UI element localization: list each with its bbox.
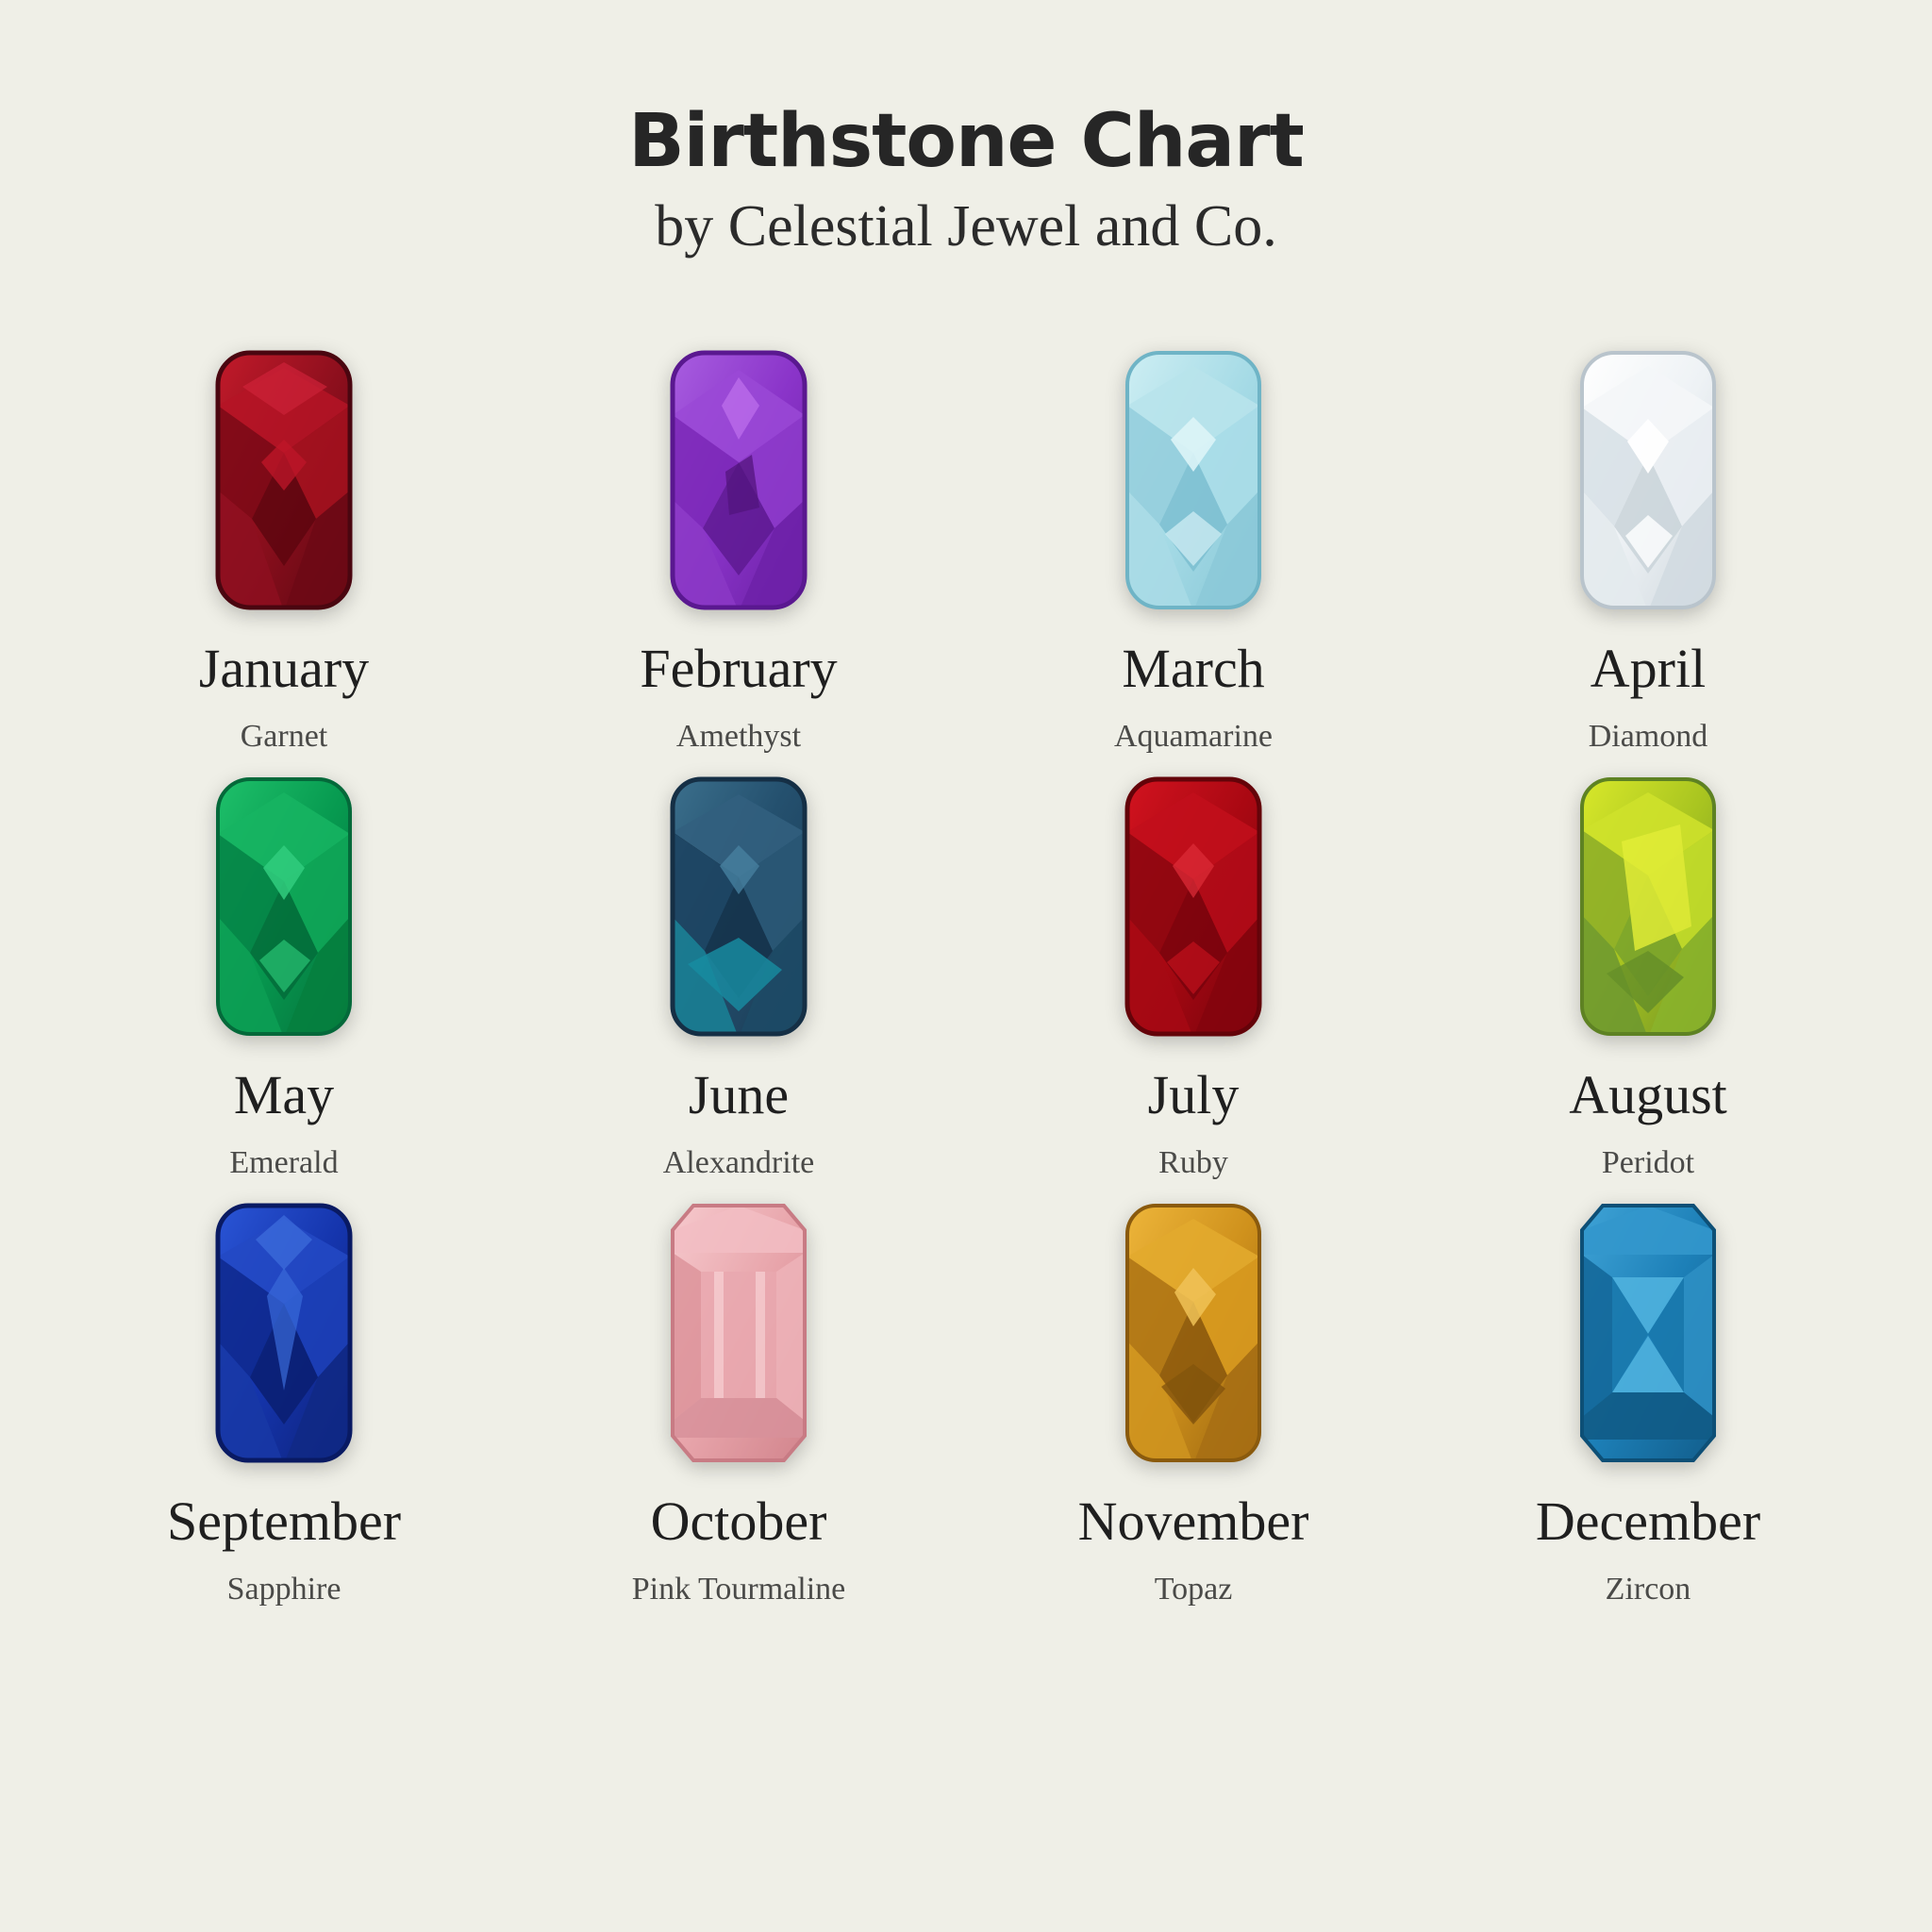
gem-image-wrap: [204, 1196, 364, 1470]
gem-image-wrap: [1113, 343, 1274, 617]
month-label: July: [1147, 1064, 1240, 1126]
gem-peridot-icon: [1578, 775, 1718, 1038]
month-label: May: [233, 1064, 335, 1126]
gem-sapphire-icon: [214, 1202, 354, 1464]
birthstone-cell-may: [57, 753, 511, 1179]
birthstone-cell-april: [1421, 326, 1875, 753]
birthstone-cell-june: [511, 753, 966, 1179]
month-label: August: [1569, 1064, 1727, 1126]
stone-label: Garnet: [240, 719, 328, 755]
gem-emerald-icon: [214, 775, 354, 1038]
birthstone-cell-december: [1421, 1179, 1875, 1606]
birthstone-cell-january: [57, 326, 511, 753]
month-label: April: [1590, 638, 1707, 700]
gem-image-wrap: [1568, 770, 1728, 1043]
month-label: September: [166, 1491, 402, 1553]
stone-label: Zircon: [1605, 1572, 1691, 1607]
gem-image-wrap: [1568, 343, 1728, 617]
stone-label: Diamond: [1588, 719, 1708, 755]
birthstone-cell-september: [57, 1179, 511, 1606]
gem-diamond-icon: [1578, 349, 1718, 611]
stone-label: Aquamarine: [1113, 719, 1274, 755]
gem-image-wrap: [658, 1196, 819, 1470]
birthstone-cell-november: [966, 1179, 1421, 1606]
gem-topaz-icon: [1124, 1202, 1263, 1464]
gem-pink-tourmaline-icon: [669, 1202, 808, 1464]
page-title: Birthstone Chart: [628, 99, 1304, 184]
month-label: October: [650, 1491, 827, 1553]
gem-alexandrite-icon: [669, 775, 808, 1038]
month-label: December: [1535, 1491, 1761, 1553]
stone-label: Emerald: [229, 1145, 339, 1181]
page-subtitle: by Celestial Jewel and Co.: [655, 193, 1277, 258]
gem-image-wrap: [1113, 1196, 1274, 1470]
gem-image-wrap: [1113, 770, 1274, 1043]
gem-amethyst-icon: [669, 349, 808, 611]
birthstone-grid: [57, 326, 1875, 1606]
birthstone-cell-february: [511, 326, 966, 753]
birthstone-cell-march: [966, 326, 1421, 753]
month-label: November: [1077, 1491, 1309, 1553]
gem-ruby-icon: [1124, 775, 1263, 1038]
gem-garnet-icon: [214, 349, 354, 611]
birthstone-cell-july: [966, 753, 1421, 1179]
month-label: January: [198, 638, 370, 700]
chart-header: [57, 0, 1875, 258]
stone-label: Alexandrite: [662, 1145, 815, 1181]
stone-label: Amethyst: [675, 719, 802, 755]
stone-label: Ruby: [1158, 1145, 1228, 1181]
birthstone-cell-october: [511, 1179, 966, 1606]
gem-zircon-icon: [1578, 1202, 1718, 1464]
month-label: June: [688, 1064, 790, 1126]
month-label: February: [640, 638, 838, 700]
gem-image-wrap: [658, 770, 819, 1043]
stone-label: Peridot: [1601, 1145, 1695, 1181]
gem-image-wrap: [1568, 1196, 1728, 1470]
stone-label: Pink Tourmaline: [631, 1572, 846, 1607]
gem-image-wrap: [204, 770, 364, 1043]
gem-aquamarine-icon: [1124, 349, 1263, 611]
gem-image-wrap: [204, 343, 364, 617]
stone-label: Topaz: [1154, 1572, 1233, 1607]
birthstone-cell-august: [1421, 753, 1875, 1179]
month-label: March: [1122, 638, 1265, 700]
stone-label: Sapphire: [226, 1572, 341, 1607]
gem-image-wrap: [658, 343, 819, 617]
